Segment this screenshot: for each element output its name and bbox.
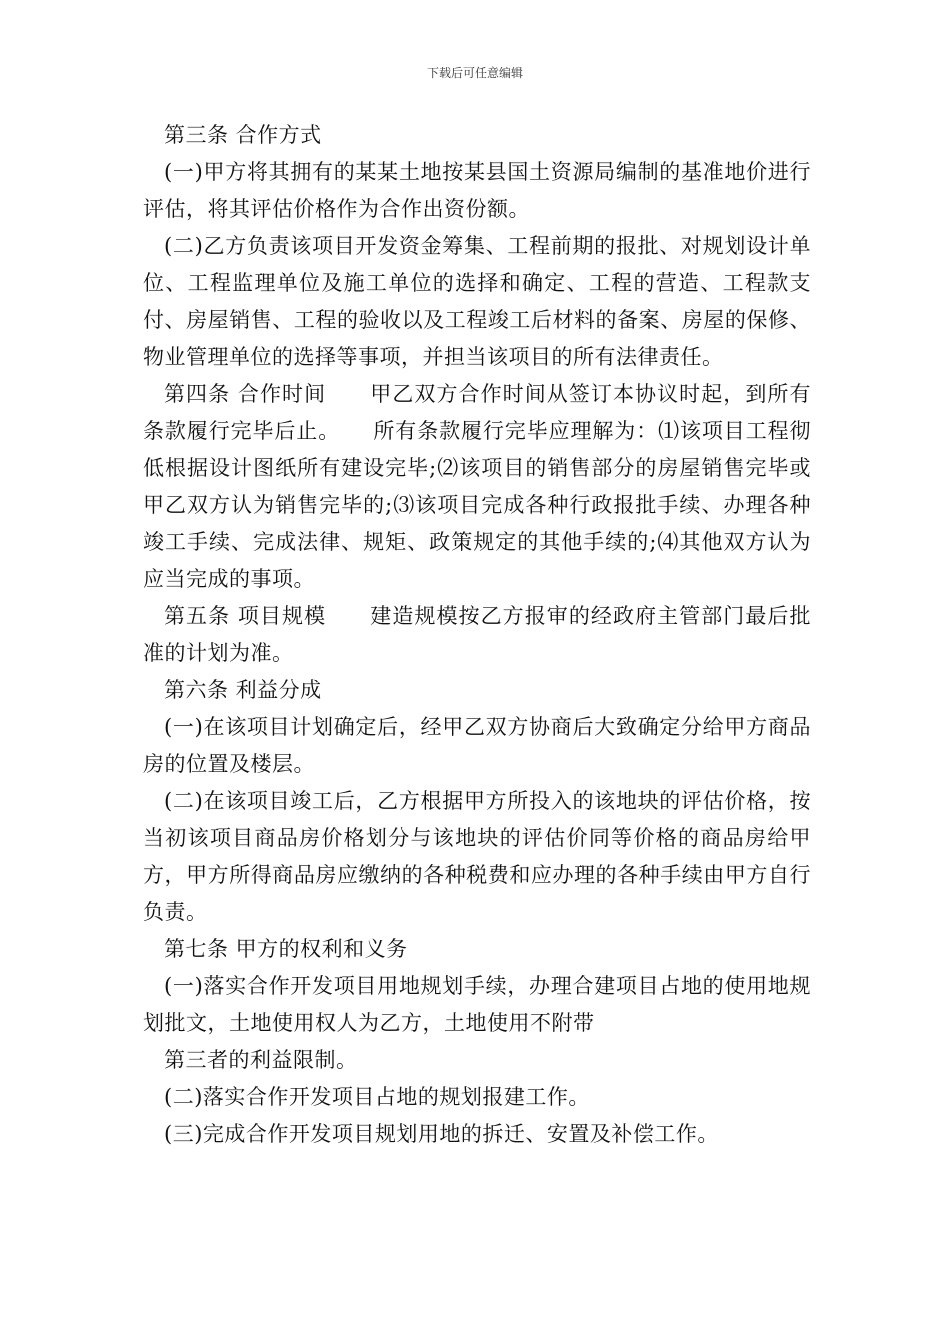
article-6-heading: 第六条 利益分成 — [164, 678, 322, 702]
article-3-clause-1: (一)甲方将其拥有的某某土地按某县国土资源局编制的基准地价进行评估，将其评估价格作为合作出资份额。 — [143, 160, 811, 221]
article-7-clause-1: (一)落实合作开发项目用地规划手续，办理合建项目占地的使用地规划批文，土地使用权人为乙方，土地使用不附带 — [143, 974, 811, 1035]
article-3-clause-2: (二)乙方负责该项目开发资金筹集、工程前期的报批、对规划设计单位、工程监理单位及施工单位的选择和确定、工程的营造、工程款支付、房屋销售、工程的验收以及工程竣工后材料的备案、房屋的保修、物业管理单位的选择等事项，并担当该项目的所有法律责任。 — [143, 234, 811, 369]
article-7-clause-2: (二)落实合作开发项目占地的规划报建工作。 — [164, 1085, 590, 1109]
article-6-clause-2: (二)在该项目竣工后，乙方根据甲方所投入的该地块的评估价格，按当初该项目商品房价格划分与该地块的评估价同等价格的商品房给甲方，甲方所得商品房应缴纳的各种税费和应办理的各种手续由甲方自行负责。 — [143, 789, 811, 924]
article-5-paragraph: 第五条 项目规模 建造规模按乙方报审的经政府主管部门最后批准的计划为准。 — [143, 604, 811, 665]
article-3-heading: 第三条 合作方式 — [164, 123, 322, 147]
article-7-heading: 第七条 甲方的权利和义务 — [164, 937, 408, 961]
page-header: 下载后可任意编辑 — [426, 66, 523, 80]
article-7-clause-1-continued: 第三者的利益限制。 — [164, 1048, 358, 1072]
article-7-clause-3: (三)完成合作开发项目规划用地的拆迁、安置及补偿工作。 — [164, 1122, 719, 1146]
document-body — [143, 117, 811, 1153]
article-4-paragraph: 第四条 合作时间 甲乙双方合作时间从签订本协议时起，到所有条款履行完毕后止。 所有条款履行完毕应理解为：⑴该项目工程彻低根据设计图纸所有建设完毕;⑵该项目的销售部分的房屋销售完毕或甲乙双方认为销售完毕的;⑶该项目完成各种行政报批手续、办理各种竣工手续、完成法律、规矩、政策规定的其他手续的;⑷其他双方认为应当完成的事项。 — [143, 382, 811, 591]
article-6-clause-1: (一)在该项目计划确定后，经甲乙双方协商后大致确定分给甲方商品房的位置及楼层。 — [143, 715, 811, 776]
